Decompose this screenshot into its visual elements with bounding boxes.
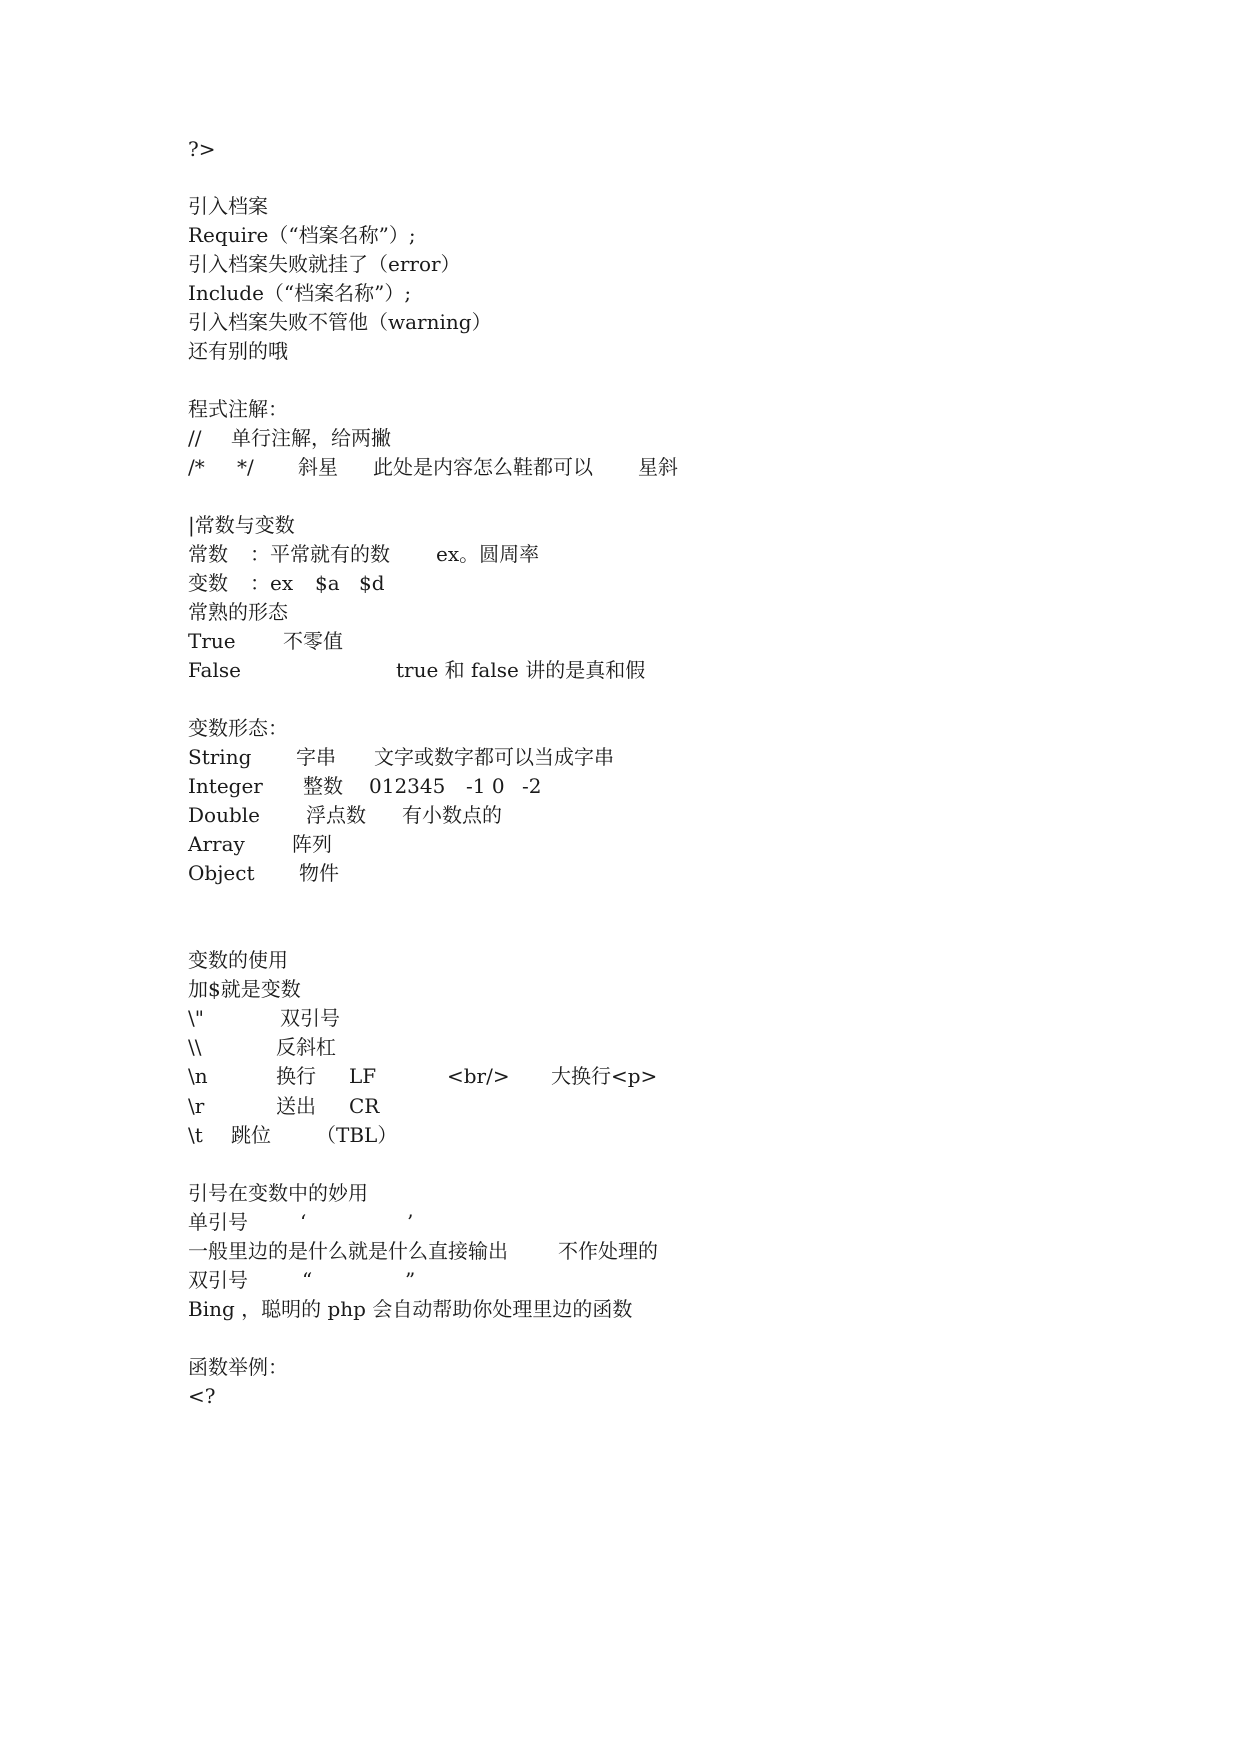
- escape-code: \t: [188, 1123, 203, 1147]
- include-line: Include（“档案名称”）;: [188, 281, 412, 305]
- escape-cn: 反斜杠: [276, 1035, 336, 1059]
- type-extra: -1 0: [466, 774, 505, 798]
- type-row: [188, 799, 888, 831]
- type-name: String: [188, 745, 252, 769]
- double-quote-open: “: [302, 1268, 313, 1292]
- type-name: Array: [188, 832, 245, 856]
- false-line: [188, 654, 888, 686]
- type-cn: 整数: [303, 774, 343, 798]
- type-cn: 浮点数: [306, 803, 366, 827]
- multi-comment-tail: 星斜: [638, 455, 678, 479]
- php-close-tag: ?>: [188, 137, 216, 161]
- single-quote-desc-tail: 不作处理的: [558, 1239, 658, 1263]
- single-quote-desc-line: [188, 1235, 888, 1267]
- type-desc: 有小数点的: [402, 803, 502, 827]
- forms-title: 常熟的形态: [188, 600, 288, 624]
- single-quote-line: [188, 1206, 888, 1238]
- type-row: [188, 770, 888, 802]
- type-row: [188, 741, 888, 773]
- type-name: Double: [188, 803, 260, 827]
- require-line: Require（“档案名称”）;: [188, 223, 416, 247]
- escape-abbr: LF: [349, 1064, 377, 1088]
- type-row: [188, 828, 888, 860]
- var-line: [188, 567, 788, 599]
- multi-comment-close: */: [237, 455, 254, 479]
- require-note: 引入档案失败就挂了（error）: [188, 252, 461, 276]
- type-desc: 文字或数字都可以当成字串: [374, 745, 614, 769]
- type-name: Object: [188, 861, 255, 885]
- multi-comment-open: /*: [188, 455, 205, 479]
- escape-row: [188, 1031, 888, 1063]
- escape-cn: 送出: [276, 1094, 316, 1118]
- include-section-title: 引入档案: [188, 194, 268, 218]
- single-comment-text: 单行注解，给两撇: [231, 426, 391, 450]
- escape-row: [188, 1060, 888, 1092]
- single-quote-open: ‘: [300, 1210, 307, 1234]
- dollar-note: 加$就是变数: [188, 977, 301, 1001]
- escape-extra: 大换行<p>: [551, 1064, 658, 1088]
- escape-code: \": [188, 1006, 204, 1030]
- escape-abbr: （TBL）: [316, 1123, 398, 1147]
- usage-title: 变数的使用: [188, 948, 288, 972]
- type-cn: 阵列: [292, 832, 332, 856]
- type-extra: -2: [522, 774, 542, 798]
- escape-cn: 换行: [276, 1064, 316, 1088]
- type-name: Integer: [188, 774, 263, 798]
- single-quote-desc: 一般里边的是什么就是什么直接输出: [188, 1239, 508, 1263]
- escape-cn: 双引号: [280, 1006, 340, 1030]
- var-a: $a: [315, 571, 340, 595]
- true-label: True: [188, 629, 236, 653]
- single-comment-line: [188, 422, 788, 454]
- escape-row: [188, 1002, 888, 1034]
- const-desc: ：平常就有的数: [250, 542, 390, 566]
- example-title: 函数举例：: [188, 1355, 288, 1379]
- escape-code: \r: [188, 1094, 205, 1118]
- double-quote-close: ”: [405, 1268, 416, 1292]
- types-title: 变数形态：: [188, 716, 288, 740]
- escape-row: [188, 1119, 888, 1151]
- single-quote-close: ’: [407, 1210, 414, 1234]
- false-label: False: [188, 658, 241, 682]
- type-desc: 012345: [369, 774, 446, 798]
- constants-title: |常数与变数: [188, 513, 295, 537]
- true-line: [188, 625, 788, 657]
- escape-cn: 跳位: [231, 1123, 271, 1147]
- single-quote-label: 单引号: [188, 1210, 248, 1234]
- multi-comment-desc: 此处是内容怎么鞋都可以: [373, 455, 593, 479]
- comments-title: 程式注解：: [188, 397, 288, 421]
- type-cn: 字串: [296, 745, 336, 769]
- multi-comment-line: [188, 451, 888, 483]
- false-desc: true 和 false 讲的是真和假: [396, 658, 646, 682]
- more-note: 还有别的哦: [188, 339, 288, 363]
- escape-code: \\: [188, 1035, 202, 1059]
- escape-code: \n: [188, 1064, 208, 1088]
- single-comment-symbol: //: [188, 426, 202, 450]
- double-quote-label: 双引号: [188, 1268, 248, 1292]
- php-open-tag: <?: [188, 1384, 216, 1408]
- const-example: ex。圆周率: [436, 542, 540, 566]
- const-label: 常数: [188, 542, 228, 566]
- multi-comment-name: 斜星: [298, 455, 338, 479]
- var-desc: ：ex: [250, 571, 294, 595]
- type-cn: 物件: [299, 861, 339, 885]
- double-quote-line: [188, 1264, 888, 1296]
- var-d: $d: [359, 571, 385, 595]
- include-note: 引入档案失败不管他（warning）: [188, 310, 492, 334]
- const-line: [188, 538, 788, 570]
- true-desc: 不零值: [283, 629, 343, 653]
- double-quote-desc: Bing ，聪明的 php 会自动帮助你处理里边的函数: [188, 1297, 633, 1321]
- type-row: [188, 857, 888, 889]
- quotes-title: 引号在变数中的妙用: [188, 1181, 368, 1205]
- var-label: 变数: [188, 571, 228, 595]
- escape-row: [188, 1090, 888, 1122]
- escape-abbr: CR: [349, 1094, 380, 1118]
- escape-tag: <br/>: [447, 1064, 510, 1088]
